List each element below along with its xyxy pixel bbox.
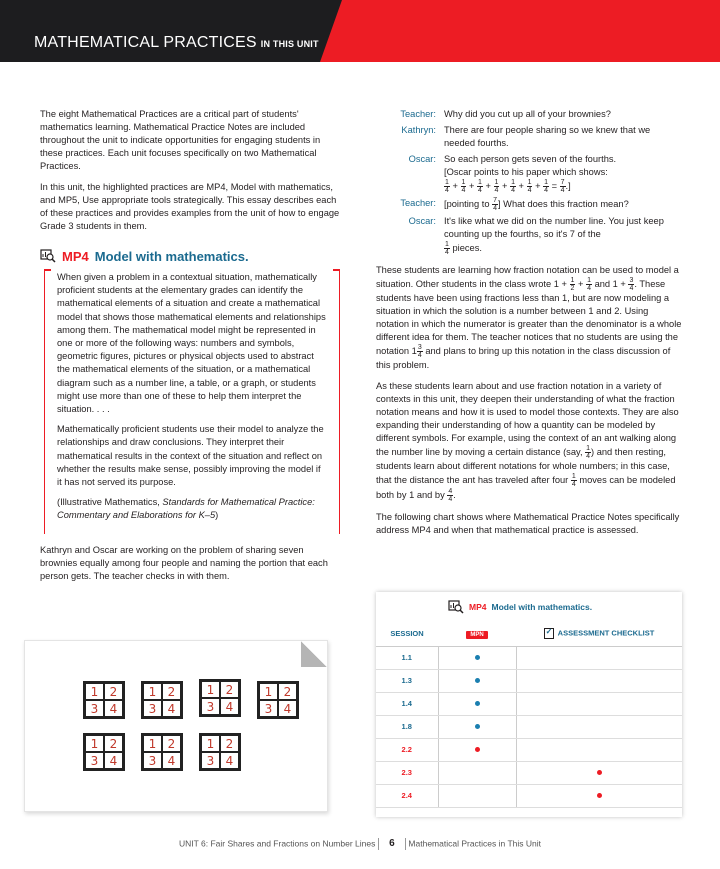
brownie-piece-number: 4	[104, 752, 123, 769]
fraction: $\frac{1}{4}$	[587, 277, 591, 292]
text-run: ) and then resting, students learn about different notations for whole numbers; in this case, that the distance the ant has traveled after four	[376, 446, 670, 485]
assessment-dot	[597, 770, 602, 775]
assessment-label: ASSESSMENT CHECKLIST	[557, 628, 655, 638]
left-column	[40, 108, 340, 591]
dialog-line	[444, 197, 682, 212]
table-row	[376, 761, 682, 784]
mpn-cell	[438, 669, 516, 692]
dialog-speaker: Teacher:	[400, 198, 436, 208]
brownie-piece-number: 4	[220, 752, 239, 769]
page-title	[34, 34, 319, 52]
dialog-line: Why did you cut up all of your brownies?	[444, 109, 611, 119]
brownie-piece-number: 4	[220, 698, 239, 715]
assessment-cell	[516, 692, 682, 715]
fraction: $\frac{1}{4}$	[571, 473, 576, 488]
brownie-piece-number: 4	[162, 752, 181, 769]
brownie-piece-number: 1	[143, 683, 162, 700]
mpn-badge: MPN	[466, 631, 487, 639]
column-header-mpn	[438, 622, 516, 646]
dialog-line	[444, 153, 682, 194]
brownie-drawing	[199, 733, 241, 771]
brownie-piece-number: 3	[259, 700, 278, 717]
text-run: moves can be modeled both by 1 and by	[376, 474, 676, 500]
dialog-text: [pointing to	[444, 198, 493, 209]
text-run: . These students have been using fractions less than 1, but are now modeling a situation in which the solution is a number between 1 and 2. Using notation in which the numerator is greater than the denominator is a whole different idea for them. The teacher notices that no students are using the notation 1	[376, 278, 682, 356]
checklist-icon	[544, 628, 554, 639]
brownie-drawing	[141, 733, 183, 771]
brownie-drawing	[83, 733, 125, 771]
brownie-piece-number: 2	[104, 735, 123, 752]
table-row	[376, 692, 682, 715]
table-row	[376, 738, 682, 761]
mpn-cell	[438, 761, 516, 784]
dialog-speaker: Oscar:	[408, 154, 436, 164]
column-header-session: SESSION	[376, 622, 438, 646]
assessment-cell	[516, 715, 682, 738]
brownie-piece-number: 2	[220, 735, 239, 752]
brownie-piece-number: 1	[259, 683, 278, 700]
brownie-piece-number: 1	[85, 735, 104, 752]
mpn-cell	[438, 738, 516, 761]
footer-unit: UNIT 6: Fair Shares and Fractions on Number Lines	[178, 838, 376, 849]
chart-mp-title: Model with mathematics.	[491, 602, 593, 612]
brownie-piece-number: 3	[143, 752, 162, 769]
assessment-cell	[516, 669, 682, 692]
brownie-piece-number: 3	[201, 752, 220, 769]
fraction-seven-fourths: $\frac{7}{4}$	[493, 197, 497, 212]
mp4-title: Model with mathematics.	[94, 248, 249, 264]
fraction: $\frac{3}{4}$	[629, 277, 634, 292]
session-cell: 1.3	[376, 669, 438, 692]
fraction: $\frac{4}{4}$	[448, 488, 453, 503]
page-curl	[301, 641, 327, 667]
dialog-text: [Oscar points to his paper which shows:	[444, 167, 608, 177]
table-row	[376, 669, 682, 692]
assessment-dot	[597, 793, 602, 798]
brownie-piece-number: 2	[162, 683, 181, 700]
brownie-piece-number: 3	[201, 698, 220, 715]
brownie-piece-number: 2	[104, 683, 123, 700]
brownie-drawing	[83, 681, 125, 719]
brownie-piece-number: 3	[85, 752, 104, 769]
right-column	[376, 108, 682, 545]
fraction-one-fourth: $\frac{1}{4}$	[445, 241, 449, 256]
dialog-text: ]	[497, 198, 501, 209]
text-run: and plans to bring up this notation in the class discussion of this problem.	[376, 345, 671, 370]
mp4-chart	[376, 592, 682, 817]
mpn-cell	[438, 692, 516, 715]
cite-title: Standards for Mathematical Practice: Commentary and Elaborations for K–5	[57, 497, 315, 521]
assessment-cell	[516, 646, 682, 669]
chart-intro-paragraph: The following chart shows where Mathematical Practice Notes specifically address MP4 and when that mathematical practice is assessed.	[376, 512, 680, 535]
mp4-code: MP4	[62, 248, 89, 264]
brownie-piece-number: 1	[143, 735, 162, 752]
checklist-table	[376, 622, 682, 808]
brownie-drawing	[141, 681, 183, 719]
dialog-text: What does this fraction mean?	[503, 198, 629, 209]
fraction: $\frac{3}{4}$	[417, 344, 422, 359]
dialog-text: pieces.	[452, 242, 482, 253]
dialog-speaker: Teacher:	[400, 109, 436, 119]
brownie-problem-paragraph: Kathryn and Oscar are working on the problem of sharing seven brownies equally among four people and naming the portion that each person gets. The teacher checks in with them.	[40, 544, 328, 581]
ant-context-paragraph	[376, 380, 682, 503]
session-cell: 2.2	[376, 738, 438, 761]
brownie-piece-number: 1	[85, 683, 104, 700]
table-row	[376, 784, 682, 807]
session-cell: 1.8	[376, 715, 438, 738]
brownie-piece-number: 2	[278, 683, 297, 700]
assessment-cell	[516, 738, 682, 761]
student-work-photo	[24, 640, 328, 812]
header-banner-dark	[0, 0, 320, 62]
table-row	[376, 715, 682, 738]
mpn-cell	[438, 646, 516, 669]
footer-divider	[378, 838, 379, 850]
brownie-piece-number: 2	[162, 735, 181, 752]
mpn-dot	[475, 655, 480, 660]
mpn-dot	[475, 724, 480, 729]
magnifier-chart-icon	[40, 249, 56, 263]
brownie-piece-number: 1	[201, 681, 220, 698]
mpn-dot	[475, 678, 480, 683]
classroom-dialog	[376, 108, 682, 256]
text-run: These students are learning how fraction notation can be used to model a situation. Other students in the class wrote 1 +	[376, 265, 679, 289]
brownie-drawing	[257, 681, 299, 719]
session-cell: 2.3	[376, 761, 438, 784]
fraction: $\frac{1}{4}$	[586, 445, 591, 460]
text-run: and 1 +	[594, 278, 626, 289]
brownie-piece-number: 3	[85, 700, 104, 717]
brownie-piece-number: 4	[278, 700, 297, 717]
page-title-small: IN THIS UNIT	[260, 39, 319, 49]
brownie-piece-number: 4	[104, 700, 123, 717]
session-cell: 2.4	[376, 784, 438, 807]
mp4-heading	[40, 249, 340, 263]
mpn-cell	[438, 784, 516, 807]
quote-citation	[57, 496, 327, 522]
mpn-dot	[475, 747, 480, 752]
dialog-text: So each person gets seven of the fourths.	[444, 154, 617, 164]
dialog-text: It's like what we did on the number line. You just keep counting up the fourths, so it's 7 of the	[444, 216, 664, 239]
page-title-main: MATHEMATICAL PRACTICES	[34, 34, 257, 51]
footer-section: Mathematical Practices in This Unit	[408, 838, 542, 849]
text-run: .	[453, 489, 456, 500]
notation-paragraph: These students are learning how fraction notation can be used to model a situation. Other students in the class wrote 1 + $\frac{1}{2}$ + $\frac{1}{4}$ and 1 + $\frac{3}{4}$ . These students have been using fractions less than 1, but are now modeling a situation in which the solution is a number between 1 and 2. Using notation in which the numerator is greater than the denominator is a whole different idea for them. The teacher notices that no students are using the notation 1 $\frac{3}{4}$ and plans to bring up this notation in the class discussion of this problem.	[376, 265, 682, 370]
footer-divider	[405, 838, 406, 850]
column-header-assessment	[516, 622, 682, 646]
magnifier-chart-icon	[448, 600, 464, 614]
brownie-piece-number: 4	[162, 700, 181, 717]
brownie-piece-number: 1	[201, 735, 220, 752]
mpn-dot	[475, 701, 480, 706]
brownie-drawing	[199, 679, 241, 717]
page-number: 6	[389, 838, 395, 850]
assessment-cell	[516, 784, 682, 807]
cite-post: )	[215, 510, 219, 521]
chart-title	[448, 600, 592, 614]
brownie-piece-number: 3	[143, 700, 162, 717]
fraction-sum-expression: $\frac{1}{4}$ + $\frac{1}{4}$ + $\frac{1}{4}$ + $\frac{1}{4}$ + $\frac{1}{4}$ + $\frac{1}{4}$ + $\frac{1}{4}$ = $\frac{7}{4}$ .]	[445, 179, 571, 194]
quote-paragraph-1: When given a problem in a contextual situation, mathematically proficient students at the elementary grades can identify the mathematical elements of a situation and create a mathematical model that shows those mathematical elements and relationships among them. The mathematical model might be represented in one or more of the following ways: numbers and symbols, geometric figures, pictures or physical objects used to abstract the mathematical elements of the situation, or a mathematical diagram such as a number line, a table, or a graph, or students might use more than one of these to help them interpret the situation. . . .	[57, 272, 326, 415]
highlighted-practices-paragraph: In this unit, the highlighted practices are MP4, Model with mathematics, and MP5, Use appropriate tools strategically. This essay describes each of these practices and provides examples from the unit of how to engage Grade 3 students in them.	[40, 182, 340, 231]
quote-paragraph-2: Mathematically proficient students use their model to analyze the relationships and draw conclusions. They interpret their mathematical results in the context of the situation and reflect on whether the results make sense, possibly improving the model if it has not served its purpose.	[57, 424, 324, 488]
assessment-cell	[516, 761, 682, 784]
chart-mp-code: MP4	[469, 602, 487, 612]
dialog-line: There are four people sharing so we knew that we needed fourths.	[444, 125, 651, 148]
table-header-row	[376, 622, 682, 646]
text-run: As these students learn about and use fraction notation in a variety of contexts in this unit, they deepen their understanding of what the fraction notation means and how it is used to model those contexts. They are also expanding their understanding of how a quantity can be modeled by different symbols. For example, using the context of an ant walking along the number line by moving a certain distance (say,	[376, 381, 679, 457]
standards-quote	[44, 269, 340, 534]
page-footer	[0, 838, 720, 850]
brownie-piece-number: 2	[220, 681, 239, 698]
session-cell: 1.1	[376, 646, 438, 669]
cite-pre: (Illustrative Mathematics,	[57, 497, 163, 508]
intro-paragraph: The eight Mathematical Practices are a critical part of students' mathematics learning. Mathematical Practice Notes are included throughout the unit to indicate opportunities for engaging students in these practices. Each unit focuses specifically on two Mathematical Practices.	[40, 109, 321, 171]
session-cell: 1.4	[376, 692, 438, 715]
fraction: $\frac{1}{2}$	[570, 277, 575, 292]
dialog-line	[444, 215, 682, 256]
mpn-cell	[438, 715, 516, 738]
dialog-speaker: Kathryn:	[401, 125, 436, 135]
dialog-speaker: Oscar:	[408, 216, 436, 226]
table-row	[376, 646, 682, 669]
